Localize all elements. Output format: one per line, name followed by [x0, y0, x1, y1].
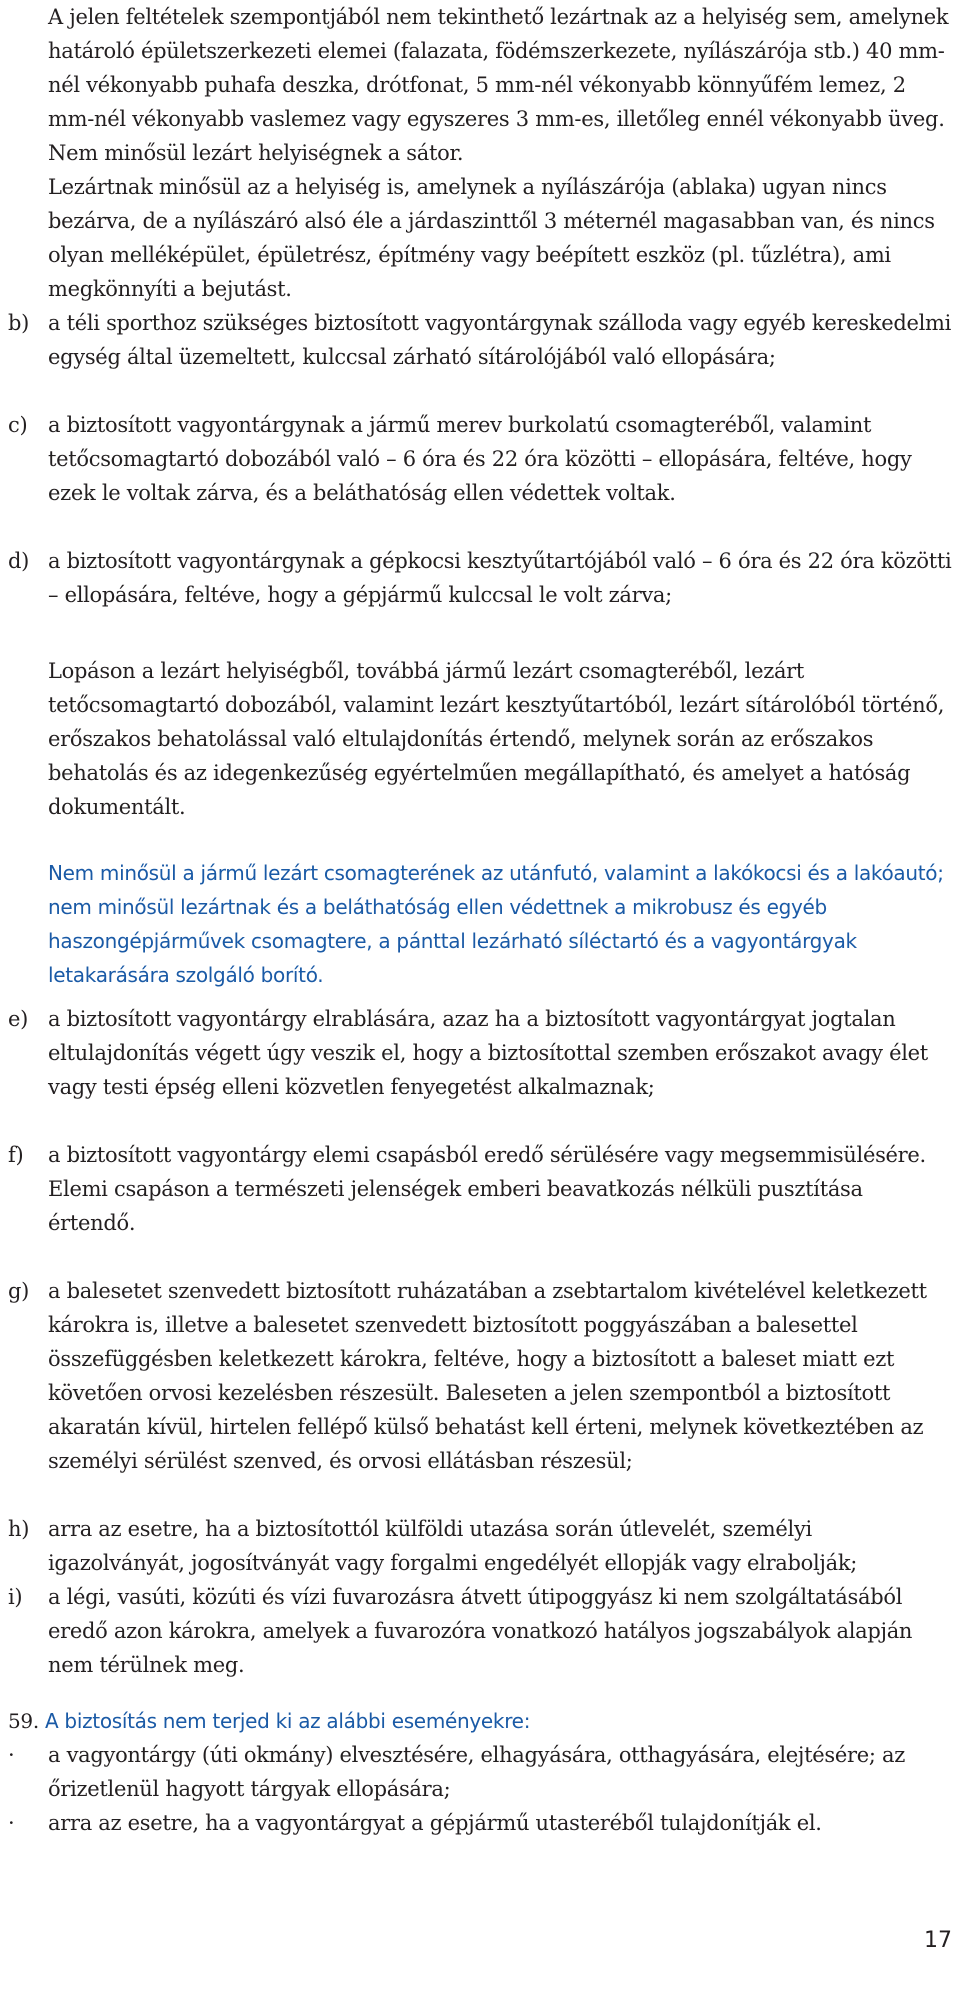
bullet-dot: · — [8, 1811, 15, 1835]
page-number: 17 — [924, 1928, 952, 1953]
list-item-text: a biztosított vagyontárgynak a jármű merev burkolatú csomagteréből, valamint tetőcsomagtartó dobozából való – 6 óra és 22 óra közötti – ellopására, feltéve, hogy ezek le voltak zárva, és a beláthatóság ellen védettek voltak. — [48, 413, 912, 505]
intro-paragraph-3: Lezártnak minősül az a helyiség is, amelynek a nyílászárója (ablaka) ugyan nincs bezárva, de a nyílászáró alsó éle a járdaszinttől 3 méternél magasabban van, és nincs olyan melléképület, épületrész, építmény vagy beépített eszköz (pl. tűzlétra), ami megkönnyíti a bejutást. — [48, 175, 935, 301]
list-item-label: e) — [8, 1007, 29, 1031]
list-item-label: f) — [8, 1143, 24, 1167]
theft-definition: Lopáson a lezárt helyiségből, továbbá jármű lezárt csomagteréből, lezárt tetőcsomagtartó dobozából, valamint lezárt kesztyűtartóból, lezárt sítárolóból történő, erőszakos behatolással való eltulajdonítás értendő, melynek során az erőszakos behatolás és az idegenkezűség egyértelműen megállapítható, és amelyet a hatóság dokumentált. — [48, 659, 945, 819]
list-item-body — [48, 1138, 953, 1240]
list-item-text: a téli sporthoz szükséges biztosított vagyontárgynak szálloda vagy egyéb kereskedelmi egység által üzemeltett, kulccsal zárható sítárolójából való ellopására; — [48, 311, 952, 369]
bullet-dot: · — [8, 1743, 15, 1767]
list-item-text: arra az esetre, ha a biztosítottól külföldi utazása során útlevelét, személyi igazolványát, jogosítványát vagy forgalmi engedélyét ellopják vagy elrabolják; — [48, 1517, 858, 1575]
bullet-text: arra az esetre, ha a vagyontárgyat a gépjármű utasteréből tulajdonítják el. — [48, 1811, 822, 1835]
list-item-label: d) — [8, 549, 30, 573]
list-item-subtext: Elemi csapáson a természeti jelenségek emberi beavatkozás nélküli pusztítása értendő. — [48, 1177, 863, 1235]
section-title: A biztosítás nem terjed ki az alábbi eseményekre: — [44, 1709, 531, 1733]
section-59-heading — [8, 1704, 953, 1738]
intro-block — [48, 0, 953, 306]
intro-paragraph-1: A jelen feltételek szempontjából nem tekinthető lezártnak az a helyiség sem, amelynek határoló épületszerkezeti elemei (falazata, födémszerkezete, nyílászárója stb.) 40 mm-nél vékonyabb puhafa deszka, drótfonat, 5 mm-nél vékonyabb könnyűfém lemez, 2 mm-nél vékonyabb vaslemez vagy egyszeres 3 mm-es, illetőleg ennél vékonyabb üveg. — [48, 5, 949, 131]
list-item-text: a biztosított vagyontárgy elrablására, azaz ha a biztosított vagyontárgyat jogtalan eltulajdonítás végett úgy veszik el, hogy a biztosítottal szemben erőszakot avagy élet vagy testi épség elleni közvetlen fenyegetést alkalmaznak; — [48, 1007, 928, 1099]
highlighted-note: Nem minősül a jármű lezárt csomagterének az utánfutó, valamint a lakókocsi és a lakóautó; nem minősül lezártnak és a beláthatóság ellen védettnek a mikrobusz és egyéb haszongépjárművek csomagtere, a pánttal lezárható síléctartó és a vagyontárgyak letakarására szolgáló borító. — [48, 861, 944, 987]
list-item-label: i) — [8, 1585, 23, 1609]
list-item-text: a balesetet szenvedett biztosított ruházatában a zsebtartalom kivételével keletkezett károkra is, illetve a balesetet szenvedett biztosított poggyászában a balesettel összefüggésben keletkezett károkra, feltéve, hogy a biztosított a baleset miatt ezt követően orvosi kezelésben részesült. Baleseten a jelen szempontból a biztosított akaratán kívül, hirtelen fellépő külső behatást kell érteni, melynek következtében az személyi sérülést szenved, és orvosi ellátásban részesül; — [48, 1279, 927, 1473]
list-item-label: b) — [8, 311, 30, 335]
section-number: 59. — [8, 1709, 39, 1733]
bullet-text: a vagyontárgy (úti okmány) elvesztésére, elhagyására, otthagyására, elejtésére; az őrizetlenül hagyott tárgyak ellopására; — [48, 1743, 905, 1801]
list-item-text: a biztosított vagyontárgy elemi csapásból eredő sérülésére vagy megsemmisülésére. — [48, 1143, 926, 1167]
list-item-label: g) — [8, 1279, 30, 1303]
list-item-text: a légi, vasúti, közúti és vízi fuvarozásra átvett útipoggyász ki nem szolgáltatásából eredő azon károkra, amelyek a fuvarozóra vonatkozó hatályos jogszabályok alapján nem térülnek meg. — [48, 1585, 913, 1677]
list-item-text: a biztosított vagyontárgynak a gépkocsi kesztyűtartójából való – 6 óra és 22 óra közötti – ellopására, feltéve, hogy a gépjármű kulccsal le volt zárva; — [48, 549, 952, 607]
intro-paragraph-2: Nem minősül lezárt helyiségnek a sátor. — [48, 141, 464, 165]
list-item-label: c) — [8, 413, 28, 437]
list-item-label: h) — [8, 1517, 30, 1541]
